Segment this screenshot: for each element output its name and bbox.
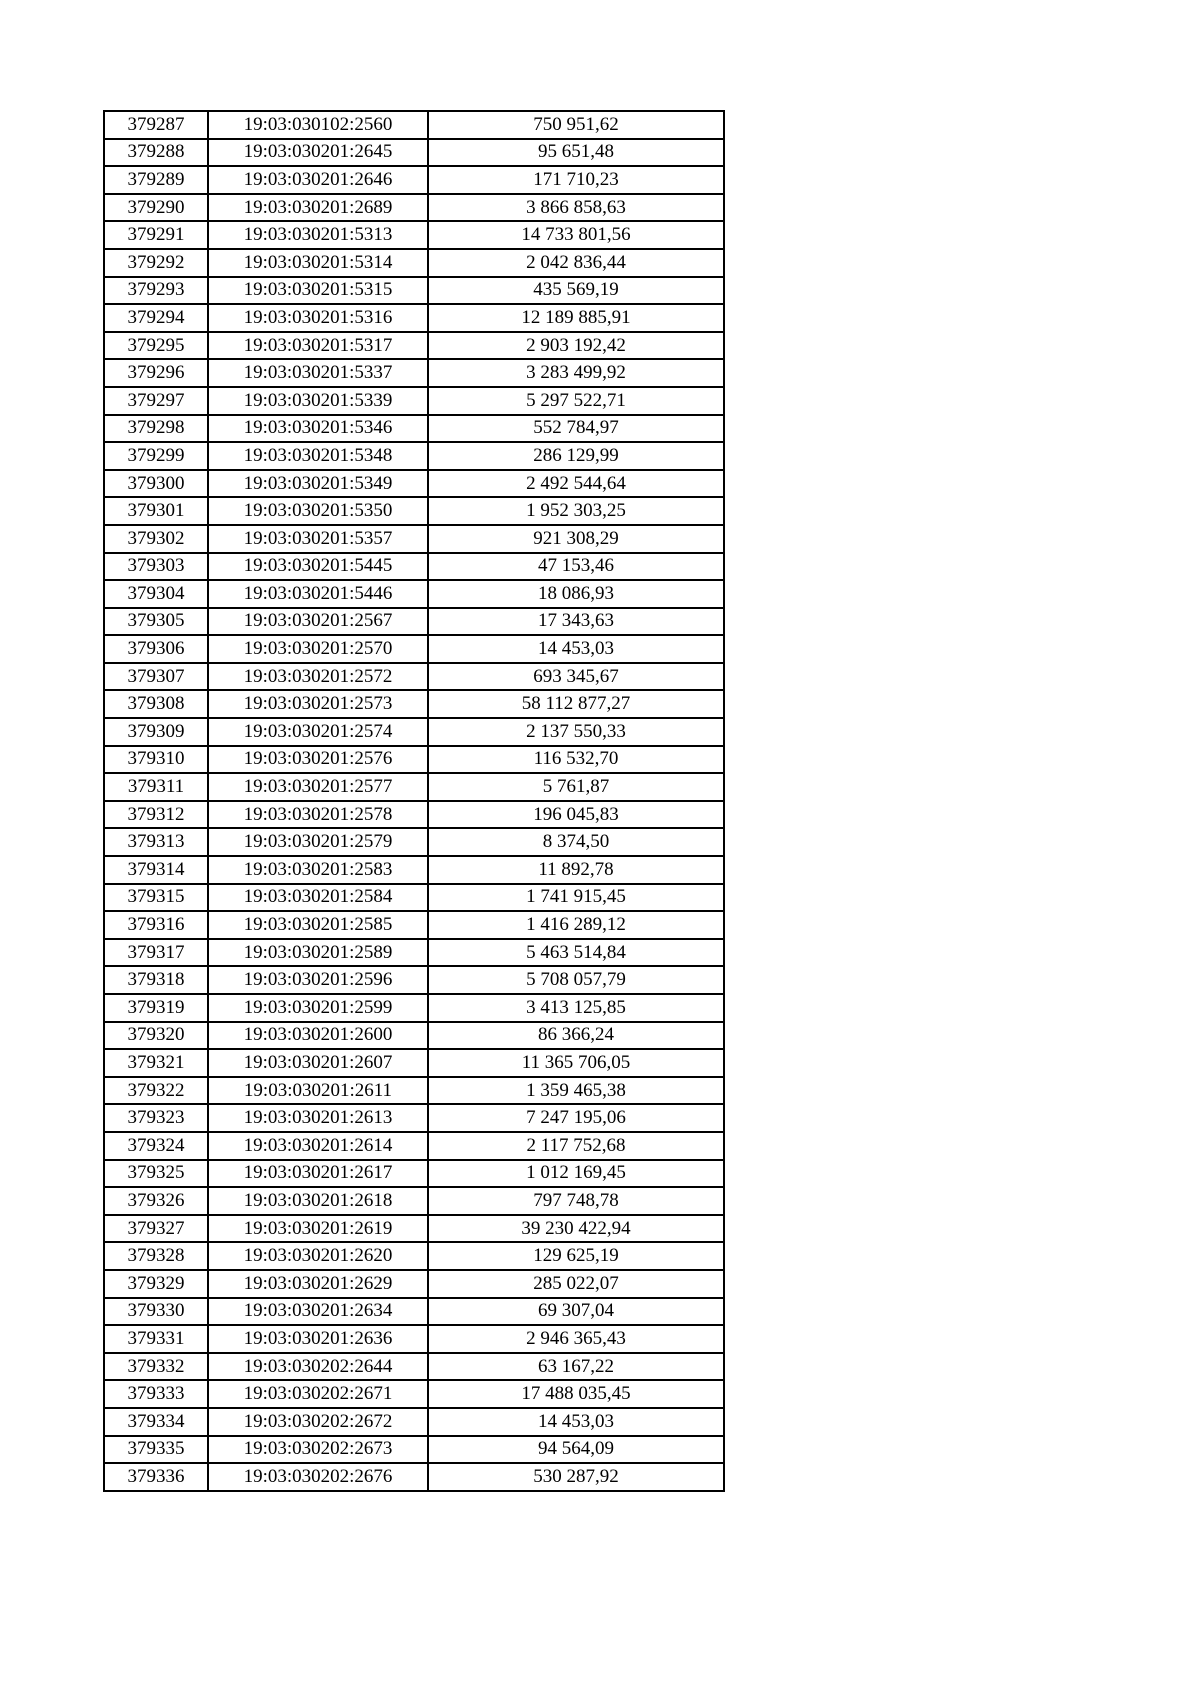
table-row — [104, 470, 724, 498]
value-cell: 435 569,19 — [428, 277, 724, 305]
row-number-cell: 379305 — [104, 608, 208, 636]
table-row — [104, 1049, 724, 1077]
table-row — [104, 1187, 724, 1215]
cadastral-number-cell: 19:03:030201:2645 — [208, 139, 428, 167]
row-number-cell: 379331 — [104, 1325, 208, 1353]
table-row — [104, 1104, 724, 1132]
table-row — [104, 1270, 724, 1298]
table-row — [104, 1215, 724, 1243]
row-number-cell: 379304 — [104, 580, 208, 608]
row-number-cell: 379287 — [104, 111, 208, 139]
row-number-cell: 379318 — [104, 966, 208, 994]
value-cell: 18 086,93 — [428, 580, 724, 608]
row-number-cell: 379324 — [104, 1132, 208, 1160]
cadastral-number-cell: 19:03:030201:5357 — [208, 525, 428, 553]
cadastral-number-cell: 19:03:030201:2567 — [208, 608, 428, 636]
table-row — [104, 1325, 724, 1353]
cadastral-number-cell: 19:03:030201:5446 — [208, 580, 428, 608]
value-cell: 63 167,22 — [428, 1353, 724, 1381]
value-cell: 750 951,62 — [428, 111, 724, 139]
table-row — [104, 635, 724, 663]
row-number-cell: 379308 — [104, 690, 208, 718]
cadastral-number-cell: 19:03:030201:5314 — [208, 249, 428, 277]
cadastral-number-cell: 19:03:030201:2589 — [208, 939, 428, 967]
table-row — [104, 415, 724, 443]
table-body — [104, 111, 724, 1491]
row-number-cell: 379300 — [104, 470, 208, 498]
row-number-cell: 379307 — [104, 663, 208, 691]
table-row — [104, 1408, 724, 1436]
table-row — [104, 139, 724, 167]
cadastral-number-cell: 19:03:030201:2636 — [208, 1325, 428, 1353]
value-cell: 530 287,92 — [428, 1463, 724, 1491]
table-row — [104, 304, 724, 332]
cadastral-number-cell: 19:03:030201:2570 — [208, 635, 428, 663]
value-cell: 47 153,46 — [428, 553, 724, 581]
table-row — [104, 1353, 724, 1381]
table-row — [104, 1077, 724, 1105]
row-number-cell: 379302 — [104, 525, 208, 553]
cadastral-number-cell: 19:03:030201:2579 — [208, 828, 428, 856]
cadastral-number-cell: 19:03:030202:2673 — [208, 1436, 428, 1464]
row-number-cell: 379309 — [104, 718, 208, 746]
table-row — [104, 828, 724, 856]
row-number-cell: 379292 — [104, 249, 208, 277]
row-number-cell: 379320 — [104, 1022, 208, 1050]
row-number-cell: 379297 — [104, 387, 208, 415]
table-row — [104, 966, 724, 994]
cadastral-number-cell: 19:03:030201:2574 — [208, 718, 428, 746]
table-row — [104, 801, 724, 829]
value-cell: 11 365 706,05 — [428, 1049, 724, 1077]
value-cell: 5 761,87 — [428, 773, 724, 801]
row-number-cell: 379330 — [104, 1298, 208, 1326]
cadastral-number-cell: 19:03:030201:2599 — [208, 994, 428, 1022]
cadastral-number-cell: 19:03:030201:5317 — [208, 332, 428, 360]
cadastral-number-cell: 19:03:030201:2578 — [208, 801, 428, 829]
cadastral-number-cell: 19:03:030201:5339 — [208, 387, 428, 415]
row-number-cell: 379296 — [104, 359, 208, 387]
row-number-cell: 379317 — [104, 939, 208, 967]
row-number-cell: 379333 — [104, 1380, 208, 1408]
cadastral-number-cell: 19:03:030201:2618 — [208, 1187, 428, 1215]
value-cell: 69 307,04 — [428, 1298, 724, 1326]
cadastral-number-cell: 19:03:030201:2646 — [208, 166, 428, 194]
cadastral-number-cell: 19:03:030201:2634 — [208, 1298, 428, 1326]
cadastral-number-cell: 19:03:030202:2672 — [208, 1408, 428, 1436]
row-number-cell: 379288 — [104, 139, 208, 167]
cadastral-number-cell: 19:03:030201:5445 — [208, 553, 428, 581]
row-number-cell: 379332 — [104, 1353, 208, 1381]
value-cell: 5 463 514,84 — [428, 939, 724, 967]
row-number-cell: 379299 — [104, 442, 208, 470]
value-cell: 5 297 522,71 — [428, 387, 724, 415]
value-cell: 17 343,63 — [428, 608, 724, 636]
value-cell: 95 651,48 — [428, 139, 724, 167]
value-cell: 94 564,09 — [428, 1436, 724, 1464]
value-cell: 1 359 465,38 — [428, 1077, 724, 1105]
row-number-cell: 379334 — [104, 1408, 208, 1436]
row-number-cell: 379310 — [104, 746, 208, 774]
value-cell: 14 733 801,56 — [428, 221, 724, 249]
value-cell: 2 137 550,33 — [428, 718, 724, 746]
cadastral-number-cell: 19:03:030201:2572 — [208, 663, 428, 691]
cadastral-number-cell: 19:03:030201:2613 — [208, 1104, 428, 1132]
cadastral-number-cell: 19:03:030201:2596 — [208, 966, 428, 994]
row-number-cell: 379311 — [104, 773, 208, 801]
value-cell: 2 946 365,43 — [428, 1325, 724, 1353]
row-number-cell: 379290 — [104, 194, 208, 222]
value-cell: 86 366,24 — [428, 1022, 724, 1050]
cadastral-number-cell: 19:03:030201:2629 — [208, 1270, 428, 1298]
row-number-cell: 379293 — [104, 277, 208, 305]
cadastral-number-cell: 19:03:030201:5337 — [208, 359, 428, 387]
table-row — [104, 580, 724, 608]
row-number-cell: 379323 — [104, 1104, 208, 1132]
cadastral-number-cell: 19:03:030201:2600 — [208, 1022, 428, 1050]
row-number-cell: 379322 — [104, 1077, 208, 1105]
row-number-cell: 379335 — [104, 1436, 208, 1464]
row-number-cell: 379329 — [104, 1270, 208, 1298]
value-cell: 693 345,67 — [428, 663, 724, 691]
table-row — [104, 718, 724, 746]
cadastral-number-cell: 19:03:030201:2607 — [208, 1049, 428, 1077]
value-cell: 14 453,03 — [428, 635, 724, 663]
row-number-cell: 379321 — [104, 1049, 208, 1077]
value-cell: 3 283 499,92 — [428, 359, 724, 387]
table-row — [104, 553, 724, 581]
row-number-cell: 379314 — [104, 856, 208, 884]
value-cell: 2 042 836,44 — [428, 249, 724, 277]
row-number-cell: 379303 — [104, 553, 208, 581]
value-cell: 116 532,70 — [428, 746, 724, 774]
row-number-cell: 379294 — [104, 304, 208, 332]
cadastral-number-cell: 19:03:030201:2689 — [208, 194, 428, 222]
row-number-cell: 379306 — [104, 635, 208, 663]
cadastral-number-cell: 19:03:030201:5313 — [208, 221, 428, 249]
row-number-cell: 379313 — [104, 828, 208, 856]
row-number-cell: 379336 — [104, 1463, 208, 1491]
table-row — [104, 1242, 724, 1270]
value-cell: 39 230 422,94 — [428, 1215, 724, 1243]
row-number-cell: 379312 — [104, 801, 208, 829]
table-row — [104, 939, 724, 967]
value-cell: 129 625,19 — [428, 1242, 724, 1270]
row-number-cell: 379326 — [104, 1187, 208, 1215]
cadastral-number-cell: 19:03:030201:5349 — [208, 470, 428, 498]
table-row — [104, 194, 724, 222]
cadastral-number-cell: 19:03:030102:2560 — [208, 111, 428, 139]
value-cell: 1 416 289,12 — [428, 911, 724, 939]
value-cell: 1 012 169,45 — [428, 1160, 724, 1188]
cadastral-number-cell: 19:03:030202:2671 — [208, 1380, 428, 1408]
cadastral-number-cell: 19:03:030201:5348 — [208, 442, 428, 470]
table-row — [104, 1022, 724, 1050]
row-number-cell: 379325 — [104, 1160, 208, 1188]
table-row — [104, 663, 724, 691]
data-table — [103, 110, 725, 1492]
value-cell: 5 708 057,79 — [428, 966, 724, 994]
value-cell: 2 492 544,64 — [428, 470, 724, 498]
value-cell: 14 453,03 — [428, 1408, 724, 1436]
table-row — [104, 1380, 724, 1408]
value-cell: 2 903 192,42 — [428, 332, 724, 360]
cadastral-number-cell: 19:03:030201:2614 — [208, 1132, 428, 1160]
cadastral-number-cell: 19:03:030201:2577 — [208, 773, 428, 801]
table-row — [104, 994, 724, 1022]
value-cell: 11 892,78 — [428, 856, 724, 884]
cadastral-number-cell: 19:03:030202:2676 — [208, 1463, 428, 1491]
value-cell: 1 741 915,45 — [428, 884, 724, 912]
row-number-cell: 379315 — [104, 884, 208, 912]
cadastral-number-cell: 19:03:030202:2644 — [208, 1353, 428, 1381]
row-number-cell: 379295 — [104, 332, 208, 360]
value-cell: 3 413 125,85 — [428, 994, 724, 1022]
value-cell: 1 952 303,25 — [428, 497, 724, 525]
table-row — [104, 497, 724, 525]
table-row — [104, 1463, 724, 1491]
table-row — [104, 359, 724, 387]
value-cell: 12 189 885,91 — [428, 304, 724, 332]
value-cell: 285 022,07 — [428, 1270, 724, 1298]
table-row — [104, 277, 724, 305]
cadastral-number-cell: 19:03:030201:5316 — [208, 304, 428, 332]
table-row — [104, 608, 724, 636]
table-row — [104, 387, 724, 415]
table-row — [104, 525, 724, 553]
cadastral-number-cell: 19:03:030201:5315 — [208, 277, 428, 305]
table-row — [104, 773, 724, 801]
cadastral-number-cell: 19:03:030201:2619 — [208, 1215, 428, 1243]
table-row — [104, 1160, 724, 1188]
cadastral-number-cell: 19:03:030201:5350 — [208, 497, 428, 525]
table-row — [104, 911, 724, 939]
value-cell: 17 488 035,45 — [428, 1380, 724, 1408]
value-cell: 552 784,97 — [428, 415, 724, 443]
value-cell: 2 117 752,68 — [428, 1132, 724, 1160]
row-number-cell: 379289 — [104, 166, 208, 194]
table-row — [104, 249, 724, 277]
row-number-cell: 379301 — [104, 497, 208, 525]
value-cell: 8 374,50 — [428, 828, 724, 856]
value-cell: 797 748,78 — [428, 1187, 724, 1215]
cadastral-number-cell: 19:03:030201:2620 — [208, 1242, 428, 1270]
table-row — [104, 746, 724, 774]
value-cell: 7 247 195,06 — [428, 1104, 724, 1132]
cadastral-number-cell: 19:03:030201:2573 — [208, 690, 428, 718]
cadastral-number-cell: 19:03:030201:2617 — [208, 1160, 428, 1188]
value-cell: 171 710,23 — [428, 166, 724, 194]
row-number-cell: 379319 — [104, 994, 208, 1022]
table-row — [104, 1298, 724, 1326]
table-row — [104, 1132, 724, 1160]
cadastral-number-cell: 19:03:030201:2585 — [208, 911, 428, 939]
table-row — [104, 856, 724, 884]
table-row — [104, 332, 724, 360]
value-cell: 921 308,29 — [428, 525, 724, 553]
table-row — [104, 884, 724, 912]
row-number-cell: 379327 — [104, 1215, 208, 1243]
row-number-cell: 379291 — [104, 221, 208, 249]
table-row — [104, 442, 724, 470]
row-number-cell: 379298 — [104, 415, 208, 443]
value-cell: 286 129,99 — [428, 442, 724, 470]
cadastral-number-cell: 19:03:030201:2611 — [208, 1077, 428, 1105]
table-row — [104, 1436, 724, 1464]
table-row — [104, 690, 724, 718]
cadastral-number-cell: 19:03:030201:2576 — [208, 746, 428, 774]
cadastral-number-cell: 19:03:030201:2584 — [208, 884, 428, 912]
value-cell: 196 045,83 — [428, 801, 724, 829]
cadastral-number-cell: 19:03:030201:2583 — [208, 856, 428, 884]
row-number-cell: 379316 — [104, 911, 208, 939]
value-cell: 58 112 877,27 — [428, 690, 724, 718]
table-row — [104, 111, 724, 139]
row-number-cell: 379328 — [104, 1242, 208, 1270]
cadastral-number-cell: 19:03:030201:5346 — [208, 415, 428, 443]
table-row — [104, 221, 724, 249]
table-row — [104, 166, 724, 194]
value-cell: 3 866 858,63 — [428, 194, 724, 222]
